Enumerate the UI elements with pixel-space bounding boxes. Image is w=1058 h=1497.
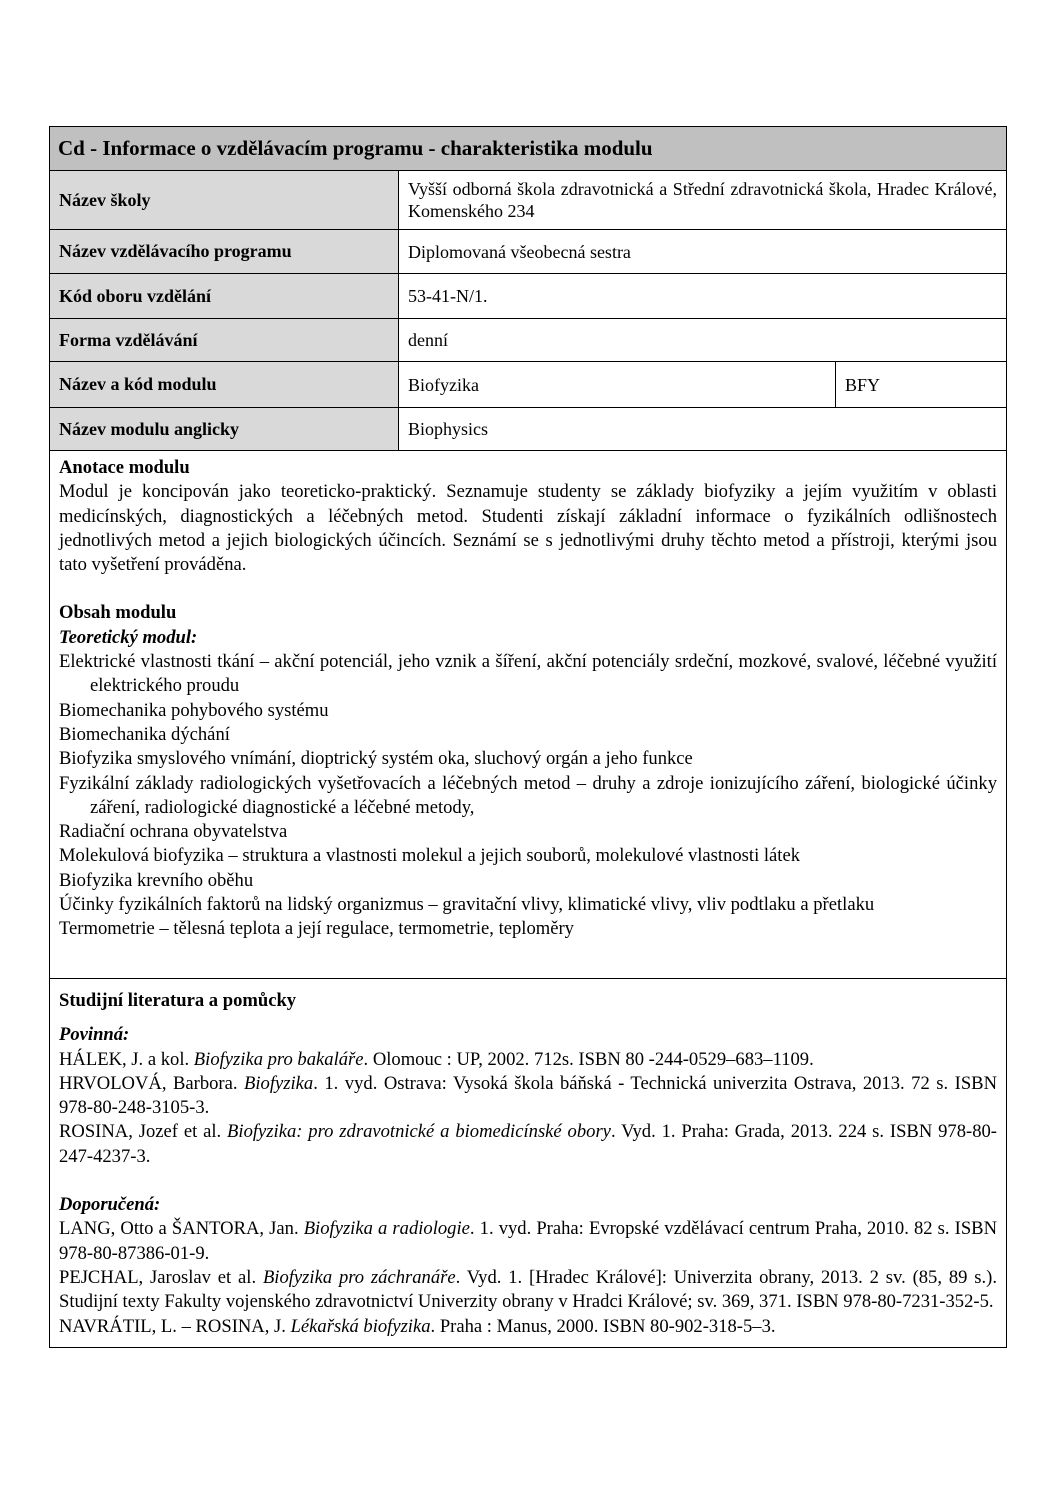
module-value <box>399 362 1006 407</box>
list-item: Biofyzika smyslového vnímání, dioptrický systém oka, sluchový orgán a jeho funkce <box>59 748 693 770</box>
module-label: Název a kód modulu <box>50 362 399 407</box>
code-label: Kód oboru vzdělání <box>50 274 399 318</box>
content-heading: Obsah modulu <box>59 602 177 624</box>
topic-list <box>59 650 997 942</box>
module-en-value: Biophysics <box>408 419 489 439</box>
reference-item: HRVOLOVÁ, Barbora. Biofyzika. 1. vyd. Ostrava: Vysoká škola báňská - Technická univerzita Ostrava, 2013. 72 s. ISBN 978-80-248-3105-3. <box>59 1072 997 1119</box>
form-value: denní <box>408 330 448 350</box>
annotation-heading: Anotace modulu <box>59 457 190 478</box>
reference-item: HÁLEK, J. a kol. Biofyzika pro bakaláře. Olomouc : UP, 2002. 712s. ISBN 80 -244-0529–683–1109. <box>59 1048 814 1070</box>
list-item: Molekulová biofyzika – struktura a vlastnosti molekul a jejich souborů, molekulové vlastnosti látek <box>59 845 801 867</box>
program-label: Název vzdělávacího programu <box>50 230 399 273</box>
list-item: Elektrické vlastnosti tkání – akční potenciál, jeho vznik a šíření, akční potenciály srdeční, mozkové, svalové, léčebné využití elektrického proudu <box>59 651 997 697</box>
content-section <box>50 451 1006 979</box>
list-item: Biomechanika pohybového systému <box>59 699 329 721</box>
reference-item: PEJCHAL, Jaroslav et al. Biofyzika pro záchranáře. Vyd. 1. [Hradec Králové]: Univerzita obrany, 2013. 2 sv. (85, 89 s.). Studijní texty Fakulty vojenského zdravotnictví Univerzity obrany v Hradci Králové; sv. 369, 371. ISBN 978-80-7231-352-5. <box>59 1266 997 1313</box>
list-item: Účinky fyzikálních faktorů na lidský organizmus – gravitační vlivy, klimatické vlivy, vliv podtlaku a přetlaku <box>59 894 875 916</box>
literature-section <box>50 979 1006 1347</box>
page-title: Cd - Informace o vzdělávacím programu - charakteristika modulu <box>50 127 1006 171</box>
form-label: Forma vzdělávání <box>50 319 399 361</box>
list-item: Biomechanika dýchání <box>59 723 230 745</box>
list-item: Termometrie – tělesná teplota a její regulace, termometrie, teploměry <box>59 918 574 940</box>
school-value: Vyšší odborná škola zdravotnická a Střední zdravotnická škola, Hradec Králové, Komenského 234 <box>408 179 997 221</box>
list-item: Biofyzika krevního oběhu <box>59 869 254 891</box>
content-subheading: Teoretický modul: <box>59 626 198 648</box>
module-en-row <box>50 408 1006 451</box>
recommended-list <box>59 1217 997 1338</box>
annotation-text: Modul je koncipován jako teoreticko-praktický. Seznamuje studenty se základy biofyziky a jejím využitím v oblasti medicínských, diagnostických a léčebných metod. Studenti získají základní informace o fyzikálních odlišnostech jednotlivých metod a jejich biologických účincích. Seznámí se s jednotlivými druhy těchto metod a přístroji, kterými jsou tato vyšetření prováděna. <box>59 481 997 576</box>
literature-heading: Studijní literatura a pomůcky <box>59 990 297 1011</box>
list-item: Fyzikální základy radiologických vyšetřovacích a léčebných metod – druhy a zdroje ionizujícího záření, biologické účinky záření, radiologické diagnostické a léčebné metody, <box>59 772 997 818</box>
mandatory-label: Povinná: <box>59 1024 130 1046</box>
module-name: Biofyzika <box>399 362 836 407</box>
code-value: 53-41-N/1. <box>408 286 488 306</box>
reference-item: LANG, Otto a ŠANTORA, Jan. Biofyzika a radiologie. 1. vyd. Praha: Evropské vzdělávací centrum Praha, 2010. 82 s. ISBN 978-80-87386-01-9. <box>59 1218 998 1264</box>
module-code: BFY <box>845 374 881 395</box>
program-row <box>50 230 1006 274</box>
reference-item: ROSINA, Jozef et al. Biofyzika: pro zdravotnické a biomedicínské obory. Vyd. 1. Praha: Grada, 2013. 224 s. ISBN 978-80-247-4237-3. <box>59 1121 997 1167</box>
recommended-label: Doporučená: <box>59 1194 161 1216</box>
mandatory-list <box>59 1048 997 1169</box>
module-sheet <box>49 126 1007 1348</box>
program-value: Diplomovaná všeobecná sestra <box>408 241 631 262</box>
school-label: Název školy <box>50 171 399 229</box>
code-row <box>50 274 1006 319</box>
module-en-label: Název modulu anglicky <box>50 408 399 450</box>
school-row <box>50 171 1006 230</box>
module-row <box>50 362 1006 408</box>
form-row <box>50 319 1006 362</box>
reference-item: NAVRÁTIL, L. – ROSINA, J. Lékařská biofyzika. Praha : Manus, 2000. ISBN 80-902-318-5–3. <box>59 1315 776 1337</box>
list-item: Radiační ochrana obyvatelstva <box>59 821 288 843</box>
